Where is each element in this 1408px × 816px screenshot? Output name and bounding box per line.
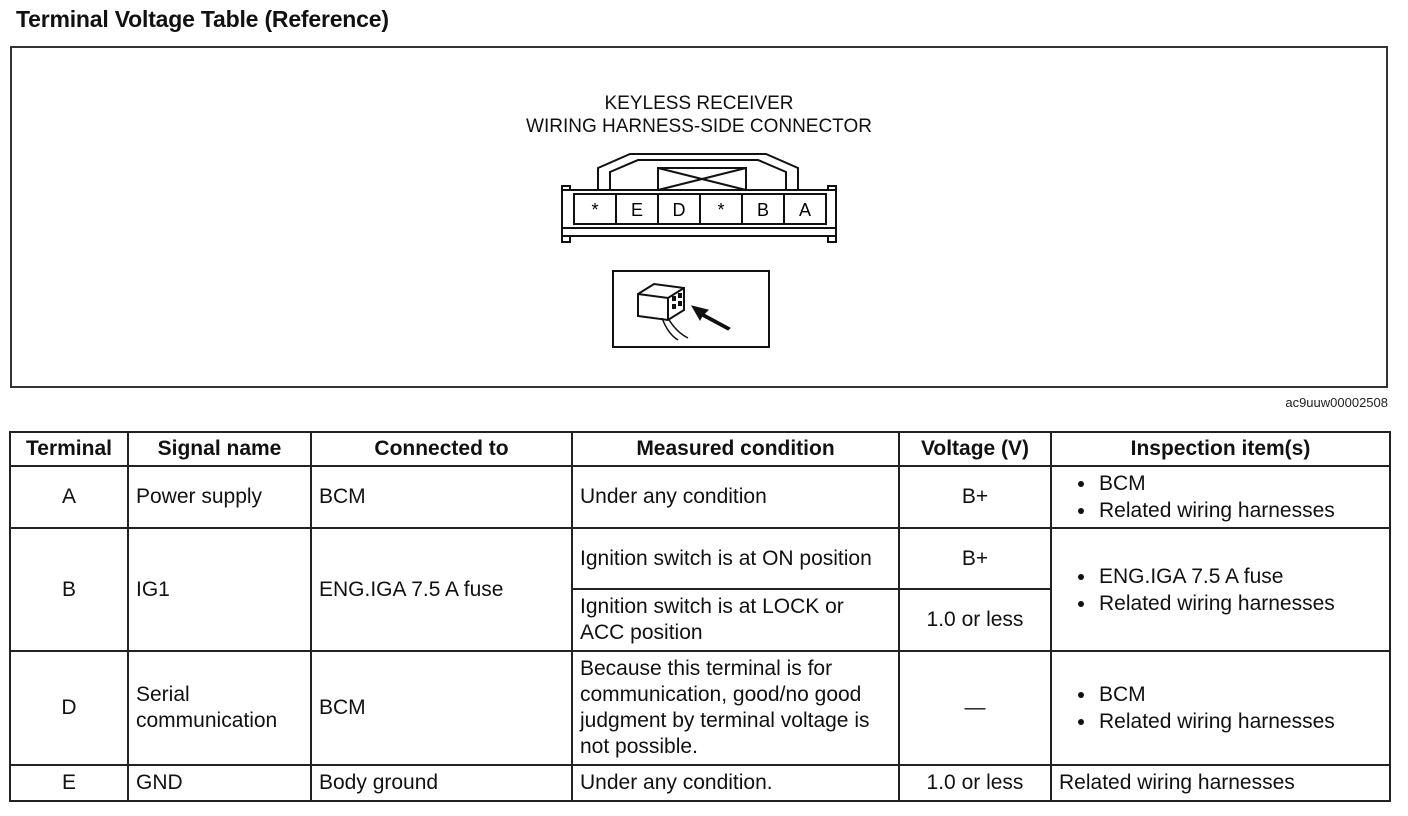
voltage-cell: B+ (899, 466, 1051, 528)
condition-cell: Under any condition (572, 466, 899, 528)
connected-cell: BCM (311, 651, 572, 765)
connector-figure (10, 46, 1388, 388)
view-direction-icon (612, 270, 772, 350)
table-row (10, 651, 1390, 765)
terminal-cell: B (10, 528, 128, 651)
condition-cell: Under any condition. (572, 765, 899, 801)
condition-cell: Ignition switch is at LOCK or ACC position (572, 589, 899, 651)
connector-title-line1: KEYLESS RECEIVER (604, 93, 794, 114)
connected-cell: BCM (311, 466, 572, 528)
column-header: Inspection item(s) (1051, 432, 1390, 466)
inspection-cell (1051, 651, 1390, 765)
signal-cell: Power supply (128, 466, 311, 528)
column-header: Measured condition (572, 432, 899, 466)
pin-label: * (717, 200, 725, 220)
pin-label: * (591, 200, 599, 220)
column-header: Terminal (10, 432, 128, 466)
inspection-item: • Related wiring harnesses (1097, 708, 1382, 735)
pin-label: A (798, 200, 812, 220)
page-title: Terminal Voltage Table (Reference) (16, 6, 389, 32)
condition-cell: Ignition switch is at ON position (572, 528, 899, 589)
inspection-item: • ENG.IGA 7.5 A fuse (1097, 563, 1382, 590)
voltage-cell: 1.0 or less (899, 589, 1051, 651)
pin-label: E (630, 200, 644, 220)
table-header-row (10, 432, 1390, 466)
connected-cell: ENG.IGA 7.5 A fuse (311, 528, 572, 651)
connector-title-line2: WIRING HARNESS-SIDE CONNECTOR (526, 116, 872, 137)
column-header: Voltage (V) (899, 432, 1051, 466)
signal-cell: IG1 (128, 528, 311, 651)
voltage-cell: B+ (899, 528, 1051, 589)
inspection-item: • BCM (1097, 681, 1382, 708)
signal-cell: GND (128, 765, 311, 801)
pin-label: D (672, 200, 686, 220)
inspection-item: • BCM (1097, 470, 1382, 497)
condition-cell: Because this terminal is for communication, good/no good judgment by terminal voltage is not possible. (572, 651, 899, 765)
table-row (10, 466, 1390, 528)
inspection-item: • Related wiring harnesses (1097, 590, 1382, 617)
connected-cell: Body ground (311, 765, 572, 801)
signal-cell: Serial communication (128, 651, 311, 765)
inspection-cell (1051, 528, 1390, 651)
column-header: Signal name (128, 432, 311, 466)
voltage-cell: — (899, 651, 1051, 765)
connector-diagram (550, 148, 840, 244)
inspection-item: • Related wiring harnesses (1097, 497, 1382, 524)
inspection-cell (1051, 466, 1390, 528)
terminal-cell: D (10, 651, 128, 765)
terminal-cell: E (10, 765, 128, 801)
table-row (10, 528, 1390, 589)
column-header: Connected to (311, 432, 572, 466)
terminal-voltage-table (9, 431, 1391, 802)
table-row (10, 765, 1390, 801)
terminal-cell: A (10, 466, 128, 528)
inspection-cell: Related wiring harnesses (1051, 765, 1390, 801)
figure-code: ac9uuw00002508 (1285, 395, 1388, 410)
voltage-cell: 1.0 or less (899, 765, 1051, 801)
pin-label: B (756, 200, 770, 220)
